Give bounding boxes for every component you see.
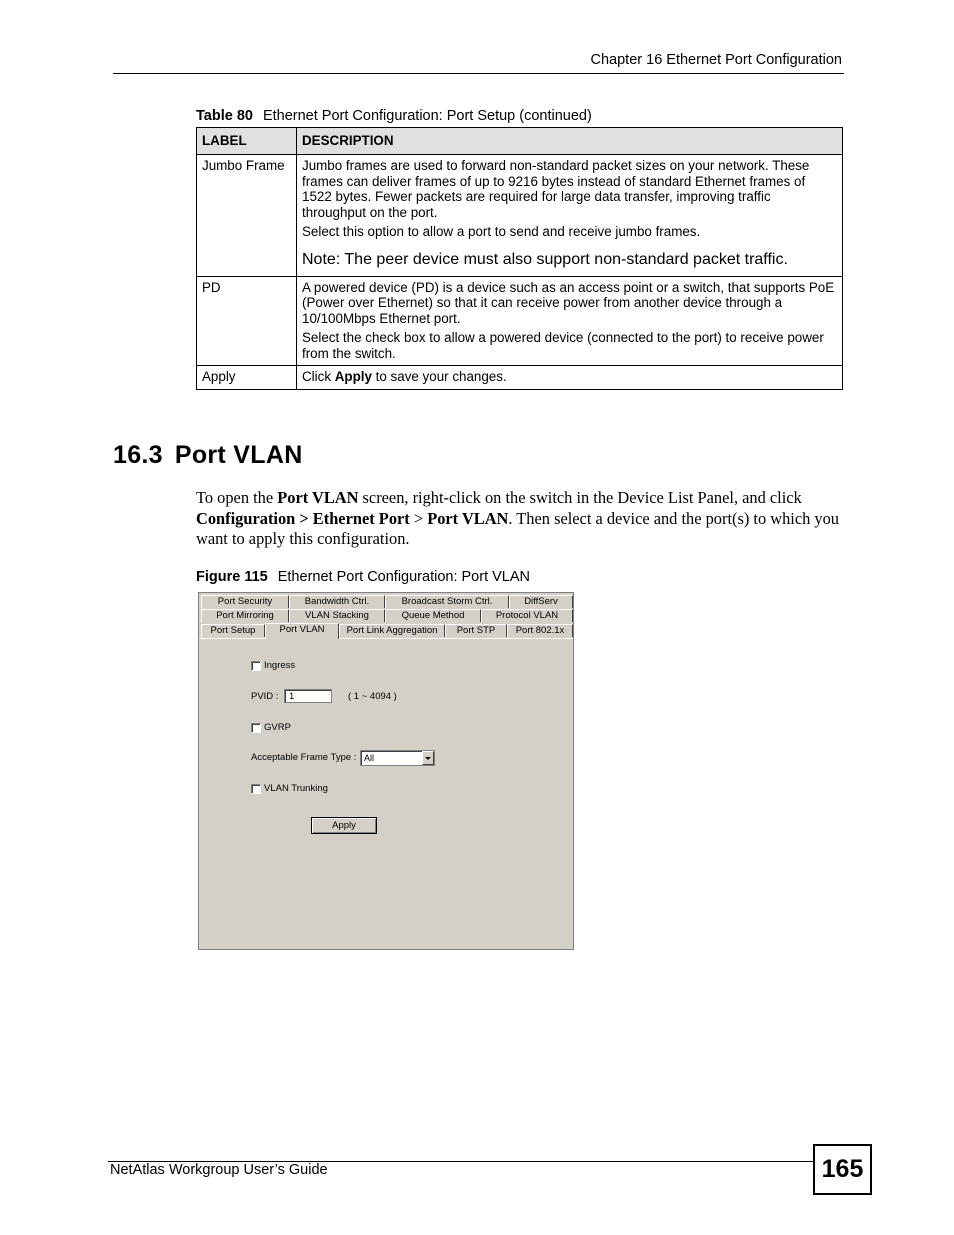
body-text: screen, right-click on the switch in the Device List Panel, and click [358, 488, 802, 507]
table-caption [196, 108, 592, 124]
tab-protocol-vlan[interactable]: Protocol VLAN [481, 609, 573, 622]
footer-guide-title: NetAtlas Workgroup User’s Guide [110, 1162, 328, 1178]
table-caption-label: Table 80 [196, 108, 253, 124]
section-number: 16.3 [113, 441, 163, 469]
tab-bandwidth-ctrl[interactable]: Bandwidth Ctrl. [289, 595, 385, 608]
table-row [197, 276, 843, 366]
tab-port-setup[interactable]: Port Setup [201, 624, 265, 637]
body-bold: Port VLAN [277, 488, 359, 507]
tab-broadcast-storm-ctrl[interactable]: Broadcast Storm Ctrl. [385, 595, 509, 608]
gvrp-checkbox[interactable] [251, 723, 261, 733]
figure-caption-title: Ethernet Port Configuration: Port VLAN [277, 569, 531, 585]
apply-button[interactable]: Apply [311, 817, 377, 834]
frame-type-value: All [364, 753, 375, 763]
tab-vlan-stacking[interactable]: VLAN Stacking [289, 609, 385, 622]
description-paragraph: A powered device (PD) is a device such as an access point or a switch, that supports PoE (Power over Ethernet) so that it can receive power from another device through a 10/100Mbps Ethernet port. [302, 279, 835, 326]
description-paragraph: Jumbo frames are used to forward non-standard packet sizes on your network. These frames can deliver frames of up to 9216 bytes instead of standard Ethernet frames of 1522 bytes. Fewer packets are required for large data transfer, improving traffic throughput on the port. [302, 158, 810, 220]
body-text: . Then select a device and the port(s) to which you want to apply this configuration. [196, 508, 839, 549]
frame-type-label: Acceptable Frame Type : [251, 752, 357, 763]
vlan-trunking-checkbox[interactable] [251, 784, 261, 794]
row-label: Apply [197, 366, 297, 390]
tab-port-802-1x[interactable]: Port 802.1x [507, 624, 573, 637]
tab-row-2 [201, 609, 571, 623]
body-paragraph [196, 488, 846, 550]
row-description [297, 155, 843, 277]
header-rule [113, 73, 844, 74]
description-bold: Apply [334, 369, 372, 384]
figure-caption [196, 569, 530, 585]
table-row [197, 366, 843, 390]
table-caption-title: Ethernet Port Configuration: Port Setup (continued) [262, 108, 592, 124]
port-vlan-panel [198, 592, 574, 950]
tab-row-1 [201, 595, 571, 609]
pvid-label: PVID : [251, 691, 279, 702]
body-text: > [409, 508, 428, 528]
gvrp-label: GVRP [264, 722, 291, 733]
chevron-down-icon[interactable] [422, 751, 434, 765]
body-text: To open the [196, 488, 278, 507]
row-label: Jumbo Frame [197, 155, 297, 277]
description-note: Note: The peer device must also support non-standard packet traffic. [302, 250, 788, 268]
tab-port-stp[interactable]: Port STP [445, 624, 507, 637]
page-number: 165 [813, 1144, 872, 1195]
table-header-row [197, 128, 843, 155]
column-header-description: DESCRIPTION [297, 128, 843, 155]
vlan-trunking-label: VLAN Trunking [264, 783, 328, 794]
tab-port-security[interactable]: Port Security [201, 595, 289, 608]
column-header-label: LABEL [197, 128, 297, 155]
body-bold: Configuration > Ethernet Port [196, 508, 410, 528]
ingress-label: Ingress [264, 660, 296, 671]
tab-port-vlan[interactable]: Port VLAN [265, 623, 339, 639]
description-text: to save your changes. [371, 369, 507, 384]
parameter-table [196, 127, 843, 390]
section-heading [113, 441, 303, 470]
ingress-checkbox[interactable] [251, 661, 261, 671]
tab-port-mirroring[interactable]: Port Mirroring [201, 609, 289, 622]
tab-diffserv[interactable]: DiffServ [509, 595, 573, 608]
pvid-input[interactable]: 1 [284, 689, 332, 703]
tab-queue-method[interactable]: Queue Method [385, 609, 481, 622]
table-row [197, 155, 843, 277]
row-description [297, 276, 843, 366]
row-label: PD [197, 276, 297, 366]
pvid-range-hint: ( 1 ~ 4094 ) [348, 691, 397, 702]
tab-row-3 [201, 624, 571, 638]
section-title: Port VLAN [174, 441, 303, 469]
row-description [297, 366, 843, 390]
tab-port-link-aggregation[interactable]: Port Link Aggregation [339, 624, 445, 637]
figure-caption-label: Figure 115 [196, 569, 268, 585]
tab-content-border [199, 638, 573, 639]
description-paragraph: Select the check box to allow a powered device (connected to the port) to receive power from the switch. [302, 330, 824, 361]
description-text: Click [302, 369, 335, 384]
running-header: Chapter 16 Ethernet Port Configuration [590, 52, 842, 68]
body-bold: Port VLAN [427, 508, 509, 528]
description-paragraph: Select this option to allow a port to send and receive jumbo frames. [302, 224, 701, 239]
frame-type-select[interactable] [360, 750, 435, 766]
